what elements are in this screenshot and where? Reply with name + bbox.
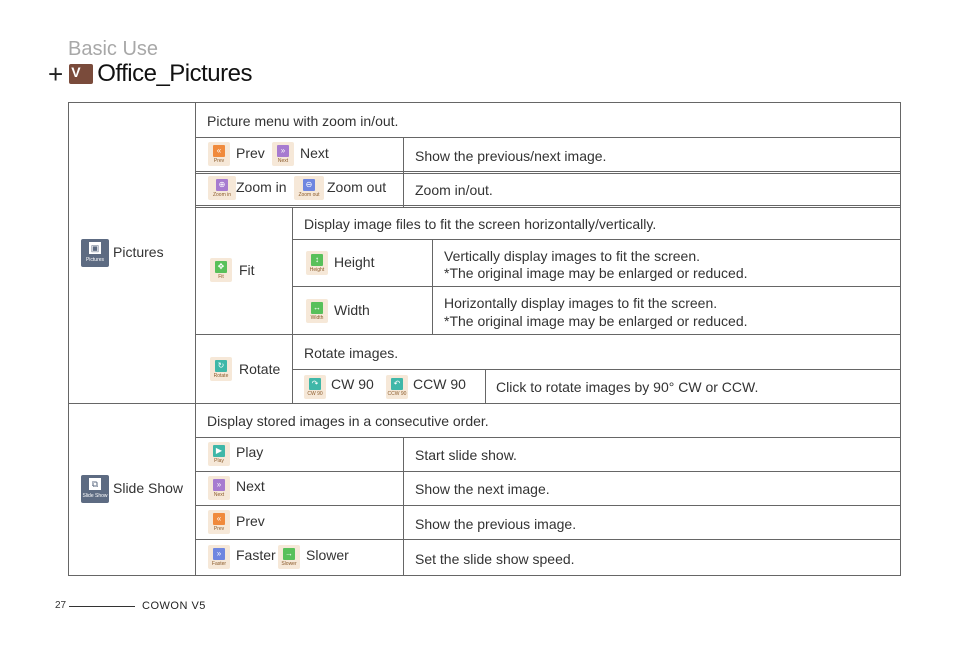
divider [293,369,900,370]
slide-prev-icon: « Prev [208,510,230,534]
zoom-in-icon: ⊕ Zoom in [208,176,236,200]
divider [485,369,486,403]
office-icon: V [69,64,93,84]
divider [196,207,900,208]
pictures-intro: Picture menu with zoom in/out. [207,113,399,129]
divider [196,437,900,438]
rotate-icon: ↻ Rotate [210,357,232,381]
divider [403,137,404,207]
divider [196,137,900,138]
prev-label: Prev [236,145,265,161]
slide-next-desc: Show the next image. [415,481,550,497]
width-icon: ↔ Width [306,299,328,323]
faster-label: Faster [236,547,276,563]
divider [69,403,900,404]
page-title-row [48,60,252,88]
fit-desc: Display image files to fit the screen horizontally/vertically. [304,216,657,232]
height-icon: ↕ Height [306,251,328,275]
divider [196,205,900,206]
next-icon: » Next [272,142,294,166]
width-label: Width [334,302,370,318]
speed-desc: Set the slide show speed. [415,551,575,567]
divider [196,471,900,472]
fit-icon: ✥ Fit [210,258,232,282]
plus-mark: + [48,59,64,89]
divider [432,239,433,334]
pictures-icon: ▣ Pictures [81,239,109,267]
divider [293,286,900,287]
slower-label: Slower [306,547,349,563]
slide-next-icon: » Next [208,476,230,500]
height-label: Height [334,254,375,270]
rotate-cw-desc: Click to rotate images by 90° CW or CCW. [496,379,759,395]
play-label: Play [236,444,264,460]
zoom-out-label: Zoom out [327,179,387,195]
divider [403,437,404,575]
footer-rule [69,606,135,607]
divider [196,505,900,506]
section-label: Basic Use [68,38,159,60]
slide-next-label: Next [236,478,265,494]
play-icon: ▶ Play [208,442,230,466]
divider [196,334,900,335]
divider [292,207,293,403]
play-desc: Start slide show. [415,447,517,463]
feature-table [68,102,901,576]
ccw-90-label: CCW 90 [413,376,466,392]
page-number: 27 [55,600,67,611]
divider [196,173,900,174]
slide-show-icon: ⧉ Slide Show [81,475,109,503]
zoom-out-icon: ⊖ Zoom out [294,176,324,200]
divider [196,539,900,540]
slide-prev-label: Prev [236,513,265,529]
page-title: Office_Pictures [97,60,252,87]
divider [196,171,900,172]
ccw-90-icon: ↶ CCW 90 [386,375,408,399]
width-desc-2: *The original image may be enlarged or reduced. [444,313,748,329]
height-desc-2: *The original image may be enlarged or reduced. [444,265,748,281]
prev-icon: « Prev [208,142,230,166]
height-desc-1: Vertically display images to fit the screen. [444,248,701,264]
cw-90-label: CW 90 [331,376,374,392]
cw-90-icon: ↷ CW 90 [304,375,326,399]
faster-icon: » Faster [208,545,230,569]
prev-next-desc: Show the previous/next image. [415,148,607,164]
fit-label: Fit [239,262,255,278]
zoom-desc: Zoom in/out. [415,182,493,198]
rotate-desc: Rotate images. [304,345,399,361]
footer-brand: COWON V5 [142,600,206,612]
zoom-in-label: Zoom in [236,179,287,195]
divider [293,239,900,240]
slide-prev-desc: Show the previous image. [415,516,577,532]
pictures-label: Pictures [113,244,164,260]
width-desc-1: Horizontally display images to fit the screen. [444,295,718,311]
slower-icon: → Slower [278,545,300,569]
slide-show-label: Slide Show [113,480,184,496]
slideshow-intro: Display stored images in a consecutive order. [207,413,489,429]
rotate-label: Rotate [239,361,281,377]
next-label: Next [300,145,329,161]
